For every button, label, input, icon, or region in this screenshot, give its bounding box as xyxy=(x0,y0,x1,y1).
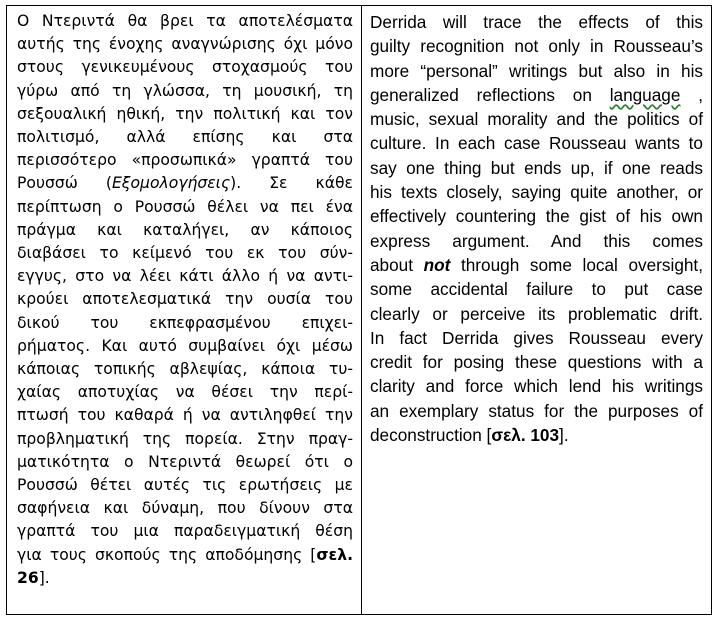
greek-line: κάποιας τοπικής αβλεψίας, κάποια τυ- xyxy=(17,360,353,379)
english-line: an exemplary status for the purposes of xyxy=(370,400,703,421)
greek-line: διαβάσει το κείμενό του εκ του σύν- xyxy=(17,244,353,263)
english-line: say one thing but ends up, if one reads xyxy=(370,157,703,178)
english-column xyxy=(362,6,711,614)
greek-line: εγγυς, στο να λέει κάτι άλλο ή να αντι- xyxy=(17,267,353,286)
english-line: culture. In each case Rousseau wants to xyxy=(370,133,703,154)
greek-line-ref: για τους σκοπούς της αποδόμησης [σελ. xyxy=(17,545,353,564)
greek-line: ματικότητα ο Ντεριντά θεωρεί ότι ο xyxy=(17,452,353,471)
english-line: guilty recognition not only in Rousseau’s xyxy=(370,36,703,57)
emphasis-not: not xyxy=(423,254,451,275)
english-line: effectively countering the gist of his own xyxy=(370,206,703,227)
greek-line: περισσότερο «προσωπικά» γραπτά του xyxy=(17,151,353,170)
greek-line: πράγμα και καταλήγει, αν κάποιος xyxy=(17,220,353,239)
greek-line: αυτής της ένοχης αναγνώρισης όχι μόνο xyxy=(17,35,353,54)
greek-line: σαφήνεια και δύναμη, που δίνουν στα xyxy=(17,499,353,518)
confessions-title: Εξομολογήσεις xyxy=(111,174,231,193)
greek-line: πτωσή του καθαρά ή να αντιληφθεί την xyxy=(17,406,353,425)
english-line-ref: deconstruction [σελ. 103]. xyxy=(370,425,569,446)
english-line: more “personal” writings but also in his xyxy=(370,60,703,81)
greek-line: Ο Ντεριντά θα βρει τα αποτελέσματα xyxy=(17,12,353,30)
greek-line: Ρουσσώ θέτει αυτές τις ερωτήσεις με xyxy=(17,476,353,495)
greek-column xyxy=(7,6,362,614)
english-line: In fact Derrida gives Rousseau every xyxy=(370,327,703,348)
english-line: generalized reflections on language , xyxy=(370,84,703,105)
translation-table xyxy=(6,5,712,615)
english-line: music, sexual morality and the politics of xyxy=(370,109,703,130)
english-line: about not through some local oversight, xyxy=(370,254,703,275)
greek-line: σεξουαλική ηθική, την πολιτική και τον xyxy=(17,104,353,123)
page-ref-bold: σελ. 103 xyxy=(491,425,560,446)
greek-line: γραπτά του μια παραδειγματική θέση xyxy=(17,522,353,541)
english-line: Derrida will trace the effects of this xyxy=(370,12,703,32)
greek-line: γύρω από τη γλώσσα, τη μουσική, τη xyxy=(17,81,353,100)
greek-line: δικού του εκπεφρασμένου επιχει- xyxy=(17,313,353,332)
greek-line: πολιτισμό, αλλά επίσης και στα xyxy=(17,128,353,147)
english-line: clarity and force which lend his writings xyxy=(370,376,703,397)
greek-line: περίπτωση ο Ρουσσώ θέλει να πει ένα xyxy=(17,197,353,216)
greek-line: χαίας αποτυχίας να θέσει την περί- xyxy=(17,383,353,402)
greek-line: ρήματος. Και αυτό συμβαίνει όχι μέσω xyxy=(17,336,353,355)
greek-line: στους γενικευμένους στοχασμούς του xyxy=(17,58,353,77)
greek-line-end: 26]. xyxy=(17,568,50,587)
page-ref-number: 26 xyxy=(17,568,39,587)
spellcheck-word: language xyxy=(609,84,681,105)
english-line: express argument. And this comes xyxy=(370,230,703,251)
english-line: credit for posing these questions with a xyxy=(370,352,703,373)
english-line: clearly or perceive its problematic drift. xyxy=(370,303,703,324)
greek-line-confessions: Ρουσσώ (Εξομολογήσεις). Σε κάθε xyxy=(17,174,353,193)
greek-line: κρούει αποτελεσματικά την ουσία του xyxy=(17,290,353,309)
page-ref-bold: σελ. xyxy=(316,545,353,564)
english-line: his texts closely, saying quite another, or xyxy=(370,182,703,203)
greek-line: προβληματική της πορεία. Στην πραγ- xyxy=(17,429,353,448)
english-line: some accidental failure to put case xyxy=(370,279,703,300)
